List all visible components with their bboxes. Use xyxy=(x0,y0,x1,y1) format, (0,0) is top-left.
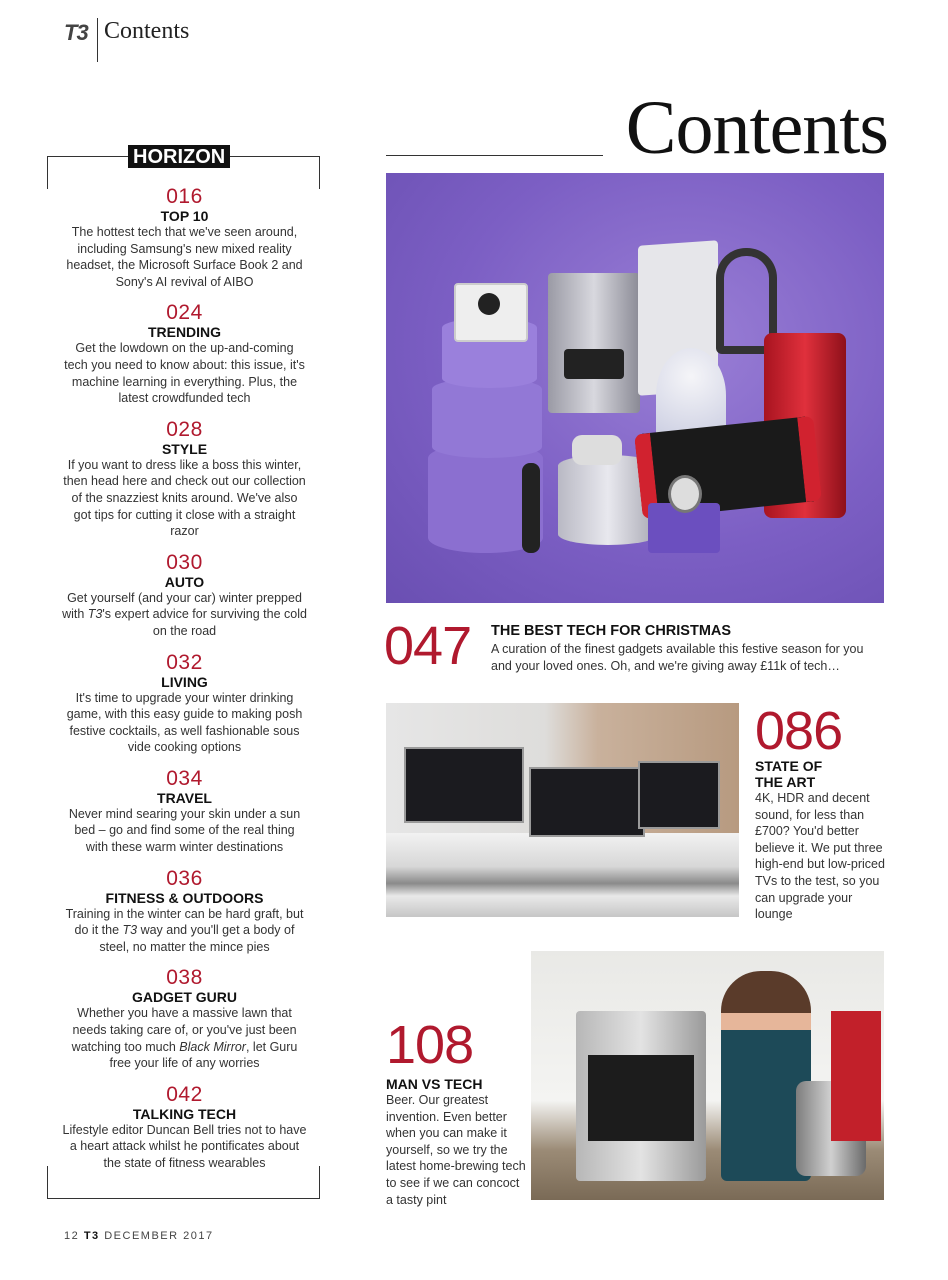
folio-issue-date: DECEMBER 2017 xyxy=(104,1230,214,1242)
entry-description: If you want to dress like a boss this winter, then head here and check out our collection of the snazziest knits around. We've also got tips for cutting it close with a straight razor xyxy=(63,457,306,539)
entry-title: TRAVEL xyxy=(157,789,212,806)
entry-title: AUTO xyxy=(164,573,205,590)
title-rule xyxy=(386,155,603,156)
feature-description: A curation of the finest gadgets available this festive season for you and your loved ones. Oh, and we're giving away £11k of tech… xyxy=(491,642,864,673)
entry-description: It's time to upgrade your winter drinking game, with this easy guide to making posh festive cocktails, as well fashionable sous vide cooking options xyxy=(66,690,303,755)
entry-description: Get yourself (and your car) winter prepped with T3's expert advice for surviving the cold on the road xyxy=(62,590,307,638)
entry-title: GADGET GURU xyxy=(132,989,237,1006)
feature-title: MAN VS TECH xyxy=(386,1076,483,1092)
feature-description: Beer. Our greatest invention. Even better when you can make it yourself, so we try the latest home-brewing tech to see if we can concoct a tasty pint xyxy=(386,1093,526,1207)
horizon-list xyxy=(62,186,307,1184)
page-number: 034 xyxy=(166,766,203,790)
header-divider xyxy=(97,18,98,62)
contents-entry-travel[interactable] xyxy=(62,768,307,856)
contents-entry-gadget-guru[interactable] xyxy=(62,967,307,1071)
entry-title: FITNESS & OUTDOORS xyxy=(105,889,264,906)
entry-title: STYLE xyxy=(161,440,208,457)
entry-description: Lifestyle editor Duncan Bell tries not to have a heart attack whilst he pontificates about the state of fitness wearables xyxy=(62,1122,307,1170)
page-number: 032 xyxy=(166,650,203,674)
contents-entry-top10[interactable] xyxy=(62,186,307,290)
contents-entry-style[interactable] xyxy=(62,419,307,540)
contents-entry-living[interactable] xyxy=(62,652,307,756)
contents-entry-fitness[interactable] xyxy=(62,868,307,956)
contents-entry-auto[interactable] xyxy=(62,552,307,640)
entry-title: LIVING xyxy=(161,673,208,690)
folio-brand: T3 xyxy=(83,1230,100,1242)
horizon-section-label: HORIZON xyxy=(128,145,230,168)
feature-047[interactable] xyxy=(384,616,884,680)
entry-title: TRENDING xyxy=(147,324,222,341)
entry-description: The hottest tech that we've seen around, including Samsung's new mixed reality headset, the Microsoft Surface Book 2 and Sony's AI revival of AIBO xyxy=(66,225,303,289)
page-number: 028 xyxy=(166,417,203,441)
contents-entry-talking-tech[interactable] xyxy=(62,1084,307,1172)
page-footer xyxy=(64,1230,214,1242)
feature-title-line-1: STATE OF xyxy=(755,758,823,774)
page-number: 030 xyxy=(166,550,203,574)
tv-lineup-photo[interactable] xyxy=(386,703,739,917)
page-title: Contents xyxy=(625,86,888,170)
feature-086[interactable] xyxy=(755,701,885,923)
entry-title: TOP 10 xyxy=(160,208,209,224)
feature-title: THE BEST TECH FOR CHRISTMAS xyxy=(491,623,732,639)
contents-entry-trending[interactable] xyxy=(62,302,307,406)
folio-page-number: 12 xyxy=(64,1230,80,1242)
page-number: 086 xyxy=(755,701,843,761)
page-number: 042 xyxy=(166,1082,203,1106)
page-number: 036 xyxy=(166,866,203,890)
entry-description: Never mind searing your skin under a sun bed – go and find some of the real thing with these warm winter destinations xyxy=(68,806,301,855)
page-number: 038 xyxy=(166,966,203,990)
feature-title-line-2: THE ART xyxy=(755,774,816,790)
entry-description: Training in the winter can be hard graft, but do it the T3 way and you'll get a body of steel, no matter the mince pies xyxy=(65,906,304,954)
page-number: 024 xyxy=(166,301,203,325)
christmas-gadgets-photo[interactable] xyxy=(386,173,884,603)
page-number: 047 xyxy=(384,616,472,676)
feature-description: 4K, HDR and decent sound, for less than £700? You'd better believe it. We put three high-end but low-priced TVs to the test, so you can upgrade your lounge xyxy=(755,791,885,922)
entry-description: Get the lowdown on the up-and-coming tech you need to know about: this issue, it's machine learning in everything. Plus, the latest crowdfunded tech xyxy=(64,341,305,406)
entry-description: Whether you have a massive lawn that needs taking care of, or you've just been watching too much Black Mirror, let Guru free your life of any worries xyxy=(71,1006,298,1071)
t3-logo: T3 xyxy=(64,20,88,45)
running-header-label: Contents xyxy=(104,18,190,44)
home-brewing-photo[interactable] xyxy=(531,951,884,1200)
feature-108[interactable] xyxy=(386,1015,526,1208)
page-number: 108 xyxy=(386,1015,474,1075)
entry-title: TALKING TECH xyxy=(132,1105,237,1122)
page-number: 016 xyxy=(166,185,203,208)
